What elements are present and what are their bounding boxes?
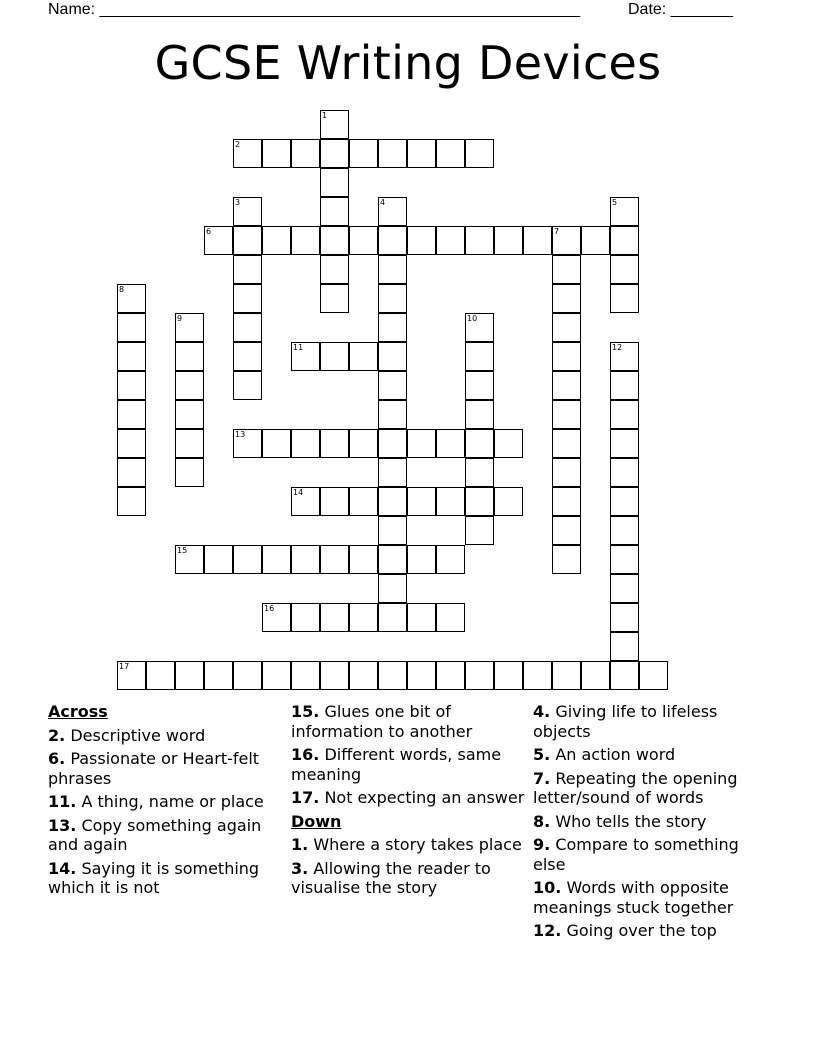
- grid-cell[interactable]: [349, 429, 378, 458]
- grid-cell[interactable]: [552, 342, 581, 371]
- grid-cell[interactable]: [465, 139, 494, 168]
- grid-cell[interactable]: [465, 661, 494, 690]
- clue-number: 14.: [48, 858, 77, 878]
- grid-cell[interactable]: [233, 197, 262, 226]
- grid-cell[interactable]: [175, 313, 204, 342]
- clue-number-label: 17: [119, 662, 130, 671]
- clue-number: 4.: [533, 702, 551, 721]
- grid-cell[interactable]: [204, 226, 233, 255]
- clue-text: Words with opposite meanings stuck together: [533, 878, 734, 917]
- grid-cell[interactable]: [436, 545, 465, 574]
- grid-cell[interactable]: [233, 371, 262, 400]
- clue-across-13: [48, 816, 288, 855]
- grid-cell[interactable]: [436, 429, 465, 458]
- grid-cell[interactable]: [117, 313, 146, 342]
- grid-cell[interactable]: [291, 342, 320, 371]
- grid-cell[interactable]: [117, 371, 146, 400]
- clue-text: Copy something again and again: [48, 815, 262, 854]
- grid-cell[interactable]: [436, 661, 465, 690]
- grid-cell[interactable]: [436, 603, 465, 632]
- grid-cell[interactable]: [262, 661, 291, 690]
- grid-cell[interactable]: [291, 545, 320, 574]
- grid-cell[interactable]: [465, 487, 494, 516]
- grid-cell[interactable]: [552, 429, 581, 458]
- grid-cell[interactable]: [378, 197, 407, 226]
- grid-cell[interactable]: [581, 661, 610, 690]
- grid-cell[interactable]: [378, 574, 407, 603]
- clue-across-14: [48, 859, 288, 898]
- clue-column-2: [291, 702, 527, 902]
- clue-number-label: 5: [612, 198, 618, 207]
- clue-down-3: [291, 859, 527, 898]
- clue-text: Where a story takes place: [313, 835, 522, 854]
- clue-number: 10.: [533, 878, 562, 897]
- grid-cell[interactable]: [494, 487, 523, 516]
- clue-text: Not expecting an answer: [324, 788, 525, 807]
- clue-text: Allowing the reader to visualise the story: [291, 858, 491, 897]
- clue-across-16: [291, 745, 527, 784]
- clue-across-2: [48, 726, 288, 746]
- grid-cell[interactable]: [291, 603, 320, 632]
- clue-text: Saying it is something which it is not: [48, 858, 260, 897]
- grid-cell[interactable]: [175, 400, 204, 429]
- clue-number-label: 6: [206, 227, 212, 236]
- grid-cell[interactable]: [378, 429, 407, 458]
- grid-cell[interactable]: [610, 632, 639, 661]
- grid-cell[interactable]: [465, 516, 494, 545]
- grid-cell[interactable]: [378, 603, 407, 632]
- clue-text: A thing, name or place: [81, 792, 264, 811]
- clue-text: Repeating the opening letter/sound of words: [533, 768, 738, 807]
- grid-cell[interactable]: [117, 487, 146, 516]
- grid-cell[interactable]: [610, 342, 639, 371]
- clue-text: Going over the top: [566, 921, 717, 940]
- grid-cell[interactable]: [291, 429, 320, 458]
- grid-cell[interactable]: [175, 661, 204, 690]
- clue-down-8: [533, 812, 773, 832]
- grid-cell[interactable]: [378, 661, 407, 690]
- grid-cell[interactable]: [610, 371, 639, 400]
- grid-cell[interactable]: [552, 400, 581, 429]
- clue-text: Descriptive word: [70, 725, 206, 745]
- clue-number: 11.: [48, 792, 77, 811]
- clue-number-label: 11: [293, 343, 304, 352]
- grid-cell[interactable]: [233, 545, 262, 574]
- grid-cell[interactable]: [378, 545, 407, 574]
- grid-cell[interactable]: [320, 342, 349, 371]
- grid-cell[interactable]: [117, 284, 146, 313]
- clue-down-7: [533, 769, 773, 808]
- grid-cell[interactable]: [320, 197, 349, 226]
- grid-cell[interactable]: [465, 226, 494, 255]
- clue-text: Passionate or Heart-felt phrases: [48, 749, 260, 788]
- grid-cell[interactable]: [320, 168, 349, 197]
- grid-cell[interactable]: [262, 429, 291, 458]
- clue-down-12: [533, 921, 773, 941]
- grid-cell[interactable]: [610, 487, 639, 516]
- clue-column-3: [533, 702, 773, 945]
- clue-down-1: [291, 835, 527, 855]
- clue-number: 15.: [291, 702, 320, 721]
- clue-number-label: 2: [235, 140, 241, 149]
- clue-down-4: [533, 702, 773, 741]
- grid-cell[interactable]: [465, 371, 494, 400]
- clue-number: 2.: [48, 725, 66, 745]
- clue-number: 9.: [533, 835, 551, 854]
- grid-cell[interactable]: [320, 255, 349, 284]
- grid-cell[interactable]: [465, 400, 494, 429]
- grid-cell[interactable]: [262, 545, 291, 574]
- grid-cell[interactable]: [117, 661, 146, 690]
- clue-text: Who tells the story: [555, 811, 707, 831]
- grid-cell[interactable]: [610, 545, 639, 574]
- clue-number: 7.: [533, 768, 551, 788]
- grid-cell[interactable]: [349, 545, 378, 574]
- grid-cell[interactable]: [117, 342, 146, 371]
- grid-cell[interactable]: [494, 429, 523, 458]
- grid-cell[interactable]: [349, 139, 378, 168]
- grid-cell[interactable]: [233, 429, 262, 458]
- grid-cell[interactable]: [523, 661, 552, 690]
- grid-cell[interactable]: [349, 342, 378, 371]
- grid-cell[interactable]: [494, 226, 523, 255]
- clue-number-label: 16: [264, 604, 275, 613]
- grid-cell[interactable]: [552, 284, 581, 313]
- grid-cell[interactable]: [465, 342, 494, 371]
- grid-cell[interactable]: [233, 342, 262, 371]
- grid-cell[interactable]: [204, 545, 233, 574]
- grid-cell[interactable]: [610, 574, 639, 603]
- grid-cell[interactable]: [175, 429, 204, 458]
- clue-number-label: 9: [177, 314, 183, 323]
- grid-cell[interactable]: [320, 284, 349, 313]
- grid-cell[interactable]: [581, 226, 610, 255]
- clue-across-17: [291, 788, 527, 808]
- grid-cell[interactable]: [378, 400, 407, 429]
- grid-cell[interactable]: [233, 139, 262, 168]
- grid-cell[interactable]: [349, 661, 378, 690]
- clue-number: 6.: [48, 749, 66, 768]
- clue-down-5: [533, 745, 773, 765]
- grid-cell[interactable]: [233, 661, 262, 690]
- grid-cell[interactable]: [233, 284, 262, 313]
- page-title: GCSE Writing Devices: [154, 36, 662, 90]
- name-field: Name: ______________________________________________________: [48, 1, 581, 18]
- grid-cell[interactable]: [349, 603, 378, 632]
- grid-cell[interactable]: [523, 226, 552, 255]
- grid-cell[interactable]: [552, 458, 581, 487]
- clue-number-label: 14: [293, 488, 304, 497]
- grid-cell[interactable]: [552, 487, 581, 516]
- clue-number-label: 15: [177, 546, 188, 555]
- clue-number-label: 3: [235, 198, 241, 207]
- grid-cell[interactable]: [175, 545, 204, 574]
- clue-across-15: [291, 702, 527, 741]
- clue-number-label: 7: [554, 227, 560, 236]
- clue-text: An action word: [555, 745, 676, 764]
- clue-number-label: 13: [235, 430, 246, 439]
- grid-cell[interactable]: [117, 400, 146, 429]
- grid-cell[interactable]: [610, 255, 639, 284]
- clue-down-9: [533, 835, 773, 874]
- grid-cell[interactable]: [552, 313, 581, 342]
- grid-cell[interactable]: [407, 429, 436, 458]
- grid-cell[interactable]: [552, 226, 581, 255]
- grid-cell[interactable]: [610, 603, 639, 632]
- across-heading: Across: [48, 702, 108, 721]
- grid-cell[interactable]: [465, 458, 494, 487]
- clue-number: 5.: [533, 745, 551, 764]
- grid-cell[interactable]: [320, 603, 349, 632]
- grid-cell[interactable]: [320, 226, 349, 255]
- grid-cell[interactable]: [320, 429, 349, 458]
- grid-cell[interactable]: [610, 661, 639, 690]
- grid-cell[interactable]: [262, 139, 291, 168]
- down-heading: Down: [291, 811, 342, 831]
- grid-cell[interactable]: [175, 458, 204, 487]
- clue-number-label: 12: [612, 343, 623, 352]
- grid-cell[interactable]: [233, 313, 262, 342]
- grid-cell[interactable]: [117, 458, 146, 487]
- clue-column-1: [48, 702, 288, 902]
- grid-cell[interactable]: [233, 255, 262, 284]
- grid-cell[interactable]: [320, 139, 349, 168]
- grid-cell[interactable]: [117, 429, 146, 458]
- date-field: Date: _______: [628, 1, 733, 18]
- grid-cell[interactable]: [320, 487, 349, 516]
- grid-cell[interactable]: [610, 458, 639, 487]
- grid-cell[interactable]: [378, 313, 407, 342]
- clue-number: 1.: [291, 835, 309, 854]
- clue-text: Different words, same meaning: [291, 745, 502, 784]
- grid-cell[interactable]: [320, 545, 349, 574]
- grid-cell[interactable]: [378, 371, 407, 400]
- clue-across-11: [48, 792, 288, 812]
- grid-cell[interactable]: [378, 226, 407, 255]
- clue-across-6: [48, 749, 288, 788]
- grid-cell[interactable]: [262, 226, 291, 255]
- grid-cell[interactable]: [552, 516, 581, 545]
- grid-cell[interactable]: [436, 139, 465, 168]
- grid-cell[interactable]: [291, 226, 320, 255]
- grid-cell[interactable]: [407, 661, 436, 690]
- grid-cell[interactable]: [378, 342, 407, 371]
- grid-cell[interactable]: [610, 284, 639, 313]
- grid-cell[interactable]: [378, 516, 407, 545]
- grid-cell[interactable]: [610, 429, 639, 458]
- grid-cell[interactable]: [610, 516, 639, 545]
- grid-cell[interactable]: [552, 661, 581, 690]
- grid-cell[interactable]: [320, 661, 349, 690]
- grid-cell[interactable]: [378, 487, 407, 516]
- clue-number: 3.: [291, 858, 309, 878]
- clue-down-10: [533, 878, 773, 917]
- clue-number: 16.: [291, 745, 320, 764]
- grid-cell[interactable]: [378, 458, 407, 487]
- clue-number-label: 8: [119, 285, 125, 294]
- clue-number-label: 4: [380, 198, 386, 207]
- grid-cell[interactable]: [262, 603, 291, 632]
- grid-cell[interactable]: [465, 313, 494, 342]
- grid-cell[interactable]: [349, 226, 378, 255]
- clue-number-label: 10: [467, 314, 478, 323]
- grid-cell[interactable]: [552, 545, 581, 574]
- grid-cell[interactable]: [552, 255, 581, 284]
- grid-cell[interactable]: [175, 342, 204, 371]
- clue-text: Compare to something else: [533, 835, 739, 874]
- grid-cell[interactable]: [407, 487, 436, 516]
- grid-cell[interactable]: [610, 226, 639, 255]
- grid-cell[interactable]: [175, 371, 204, 400]
- grid-cell[interactable]: [378, 139, 407, 168]
- grid-cell[interactable]: [204, 661, 233, 690]
- grid-cell[interactable]: [494, 661, 523, 690]
- grid-cell[interactable]: [291, 139, 320, 168]
- grid-cell[interactable]: [233, 226, 262, 255]
- grid-cell[interactable]: [436, 487, 465, 516]
- grid-cell[interactable]: [320, 110, 349, 139]
- grid-cell[interactable]: [407, 545, 436, 574]
- grid-cell[interactable]: [146, 661, 175, 690]
- grid-cell[interactable]: [291, 661, 320, 690]
- grid-cell[interactable]: [349, 487, 378, 516]
- grid-cell[interactable]: [639, 661, 668, 690]
- clue-text: Giving life to lifeless objects: [533, 702, 718, 741]
- grid-cell[interactable]: [610, 197, 639, 226]
- clue-number: 8.: [533, 811, 551, 831]
- clue-number-label: 1: [322, 111, 328, 120]
- grid-cell[interactable]: [407, 226, 436, 255]
- grid-cell[interactable]: [291, 487, 320, 516]
- grid-cell[interactable]: [407, 603, 436, 632]
- clue-text: Glues one bit of information to another: [291, 702, 473, 741]
- grid-cell[interactable]: [610, 400, 639, 429]
- grid-cell[interactable]: [407, 139, 436, 168]
- grid-cell[interactable]: [465, 429, 494, 458]
- clue-number: 13.: [48, 815, 77, 835]
- grid-cell[interactable]: [552, 371, 581, 400]
- grid-cell[interactable]: [436, 226, 465, 255]
- clue-number: 17.: [291, 788, 320, 807]
- clue-number: 12.: [533, 921, 562, 940]
- grid-cell[interactable]: [378, 255, 407, 284]
- grid-cell[interactable]: [378, 284, 407, 313]
